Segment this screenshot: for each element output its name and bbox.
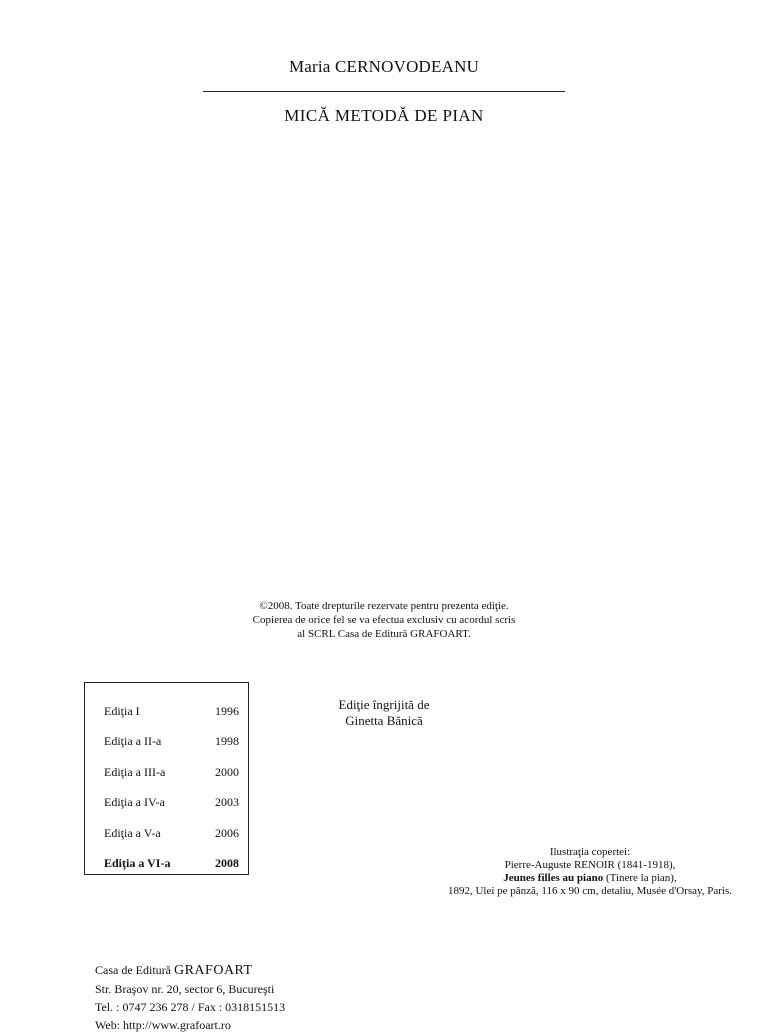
publisher-address: Str. Braşov nr. 20, sector 6, Bucureşti <box>95 982 275 996</box>
publisher-brand: GRAFOART <box>173 963 253 978</box>
painting-title-translation: (Tinere la pian), <box>603 872 677 884</box>
editions-list <box>84 682 249 875</box>
copyright-notice <box>184 599 584 641</box>
book-title: MICĂ METODĂ DE PIAN <box>284 106 484 125</box>
editor-credit-line-1: Ediţie îngrijită de <box>338 697 430 712</box>
copyright-line-2: Copierea de orice fel se va efectua exclusiv cu acordul scris <box>252 614 516 626</box>
cover-illustration-credit <box>420 846 760 898</box>
copyright-line-1: ©2008. Toate drepturile rezervate pentru prezenta ediţie. <box>259 600 509 612</box>
author-name: Maria CERNOVODEANU <box>288 57 480 76</box>
cover-credit-line-3 <box>420 872 760 885</box>
cover-credit-line-2: Pierre-Auguste RENOIR (1841-1918), <box>504 859 676 871</box>
publisher-name-line <box>95 961 285 980</box>
edition-row <box>104 733 239 749</box>
edition-row <box>104 825 239 841</box>
cover-credit-line-4: 1892, Ulei pe pânză, 116 x 90 cm, detaliu, Musée d'Orsay, Paris. <box>447 885 733 897</box>
edition-year: 2003 <box>215 795 239 809</box>
publisher-prefix: Casa de Editură <box>95 963 174 977</box>
edition-label: Ediţia a VI-a <box>104 856 171 870</box>
edition-label: Ediţia I <box>104 704 140 718</box>
publisher-phone: Tel. : 0747 236 278 / Fax : 0318151513 <box>95 1000 286 1014</box>
edition-year: 1998 <box>215 734 239 748</box>
edition-year: 2006 <box>215 826 239 840</box>
publisher-web: Web: http://www.grafoart.ro <box>95 1018 231 1032</box>
cover-credit-line-1: Ilustraţia copertei: <box>549 846 631 858</box>
edition-year: 2000 <box>215 765 239 779</box>
edition-year: 2008 <box>215 856 239 870</box>
edition-year: 1996 <box>215 704 239 718</box>
title-divider <box>203 91 565 92</box>
painting-title: Jeunes filles au piano <box>503 872 604 884</box>
editor-name: Ginetta Bănică <box>345 713 423 728</box>
edition-label: Ediţia a V-a <box>104 826 161 840</box>
edition-row <box>104 794 239 810</box>
edition-label: Ediţia a III-a <box>104 765 166 779</box>
edition-label: Ediţia a II-a <box>104 734 162 748</box>
editor-credit <box>284 697 484 729</box>
edition-row-current <box>104 855 239 871</box>
edition-label: Ediţia a IV-a <box>104 795 165 809</box>
edition-row <box>104 703 239 719</box>
copyright-line-3: al SCRL Casa de Editură GRAFOART. <box>297 628 471 640</box>
publisher-info <box>95 961 285 1034</box>
edition-row <box>104 764 239 780</box>
